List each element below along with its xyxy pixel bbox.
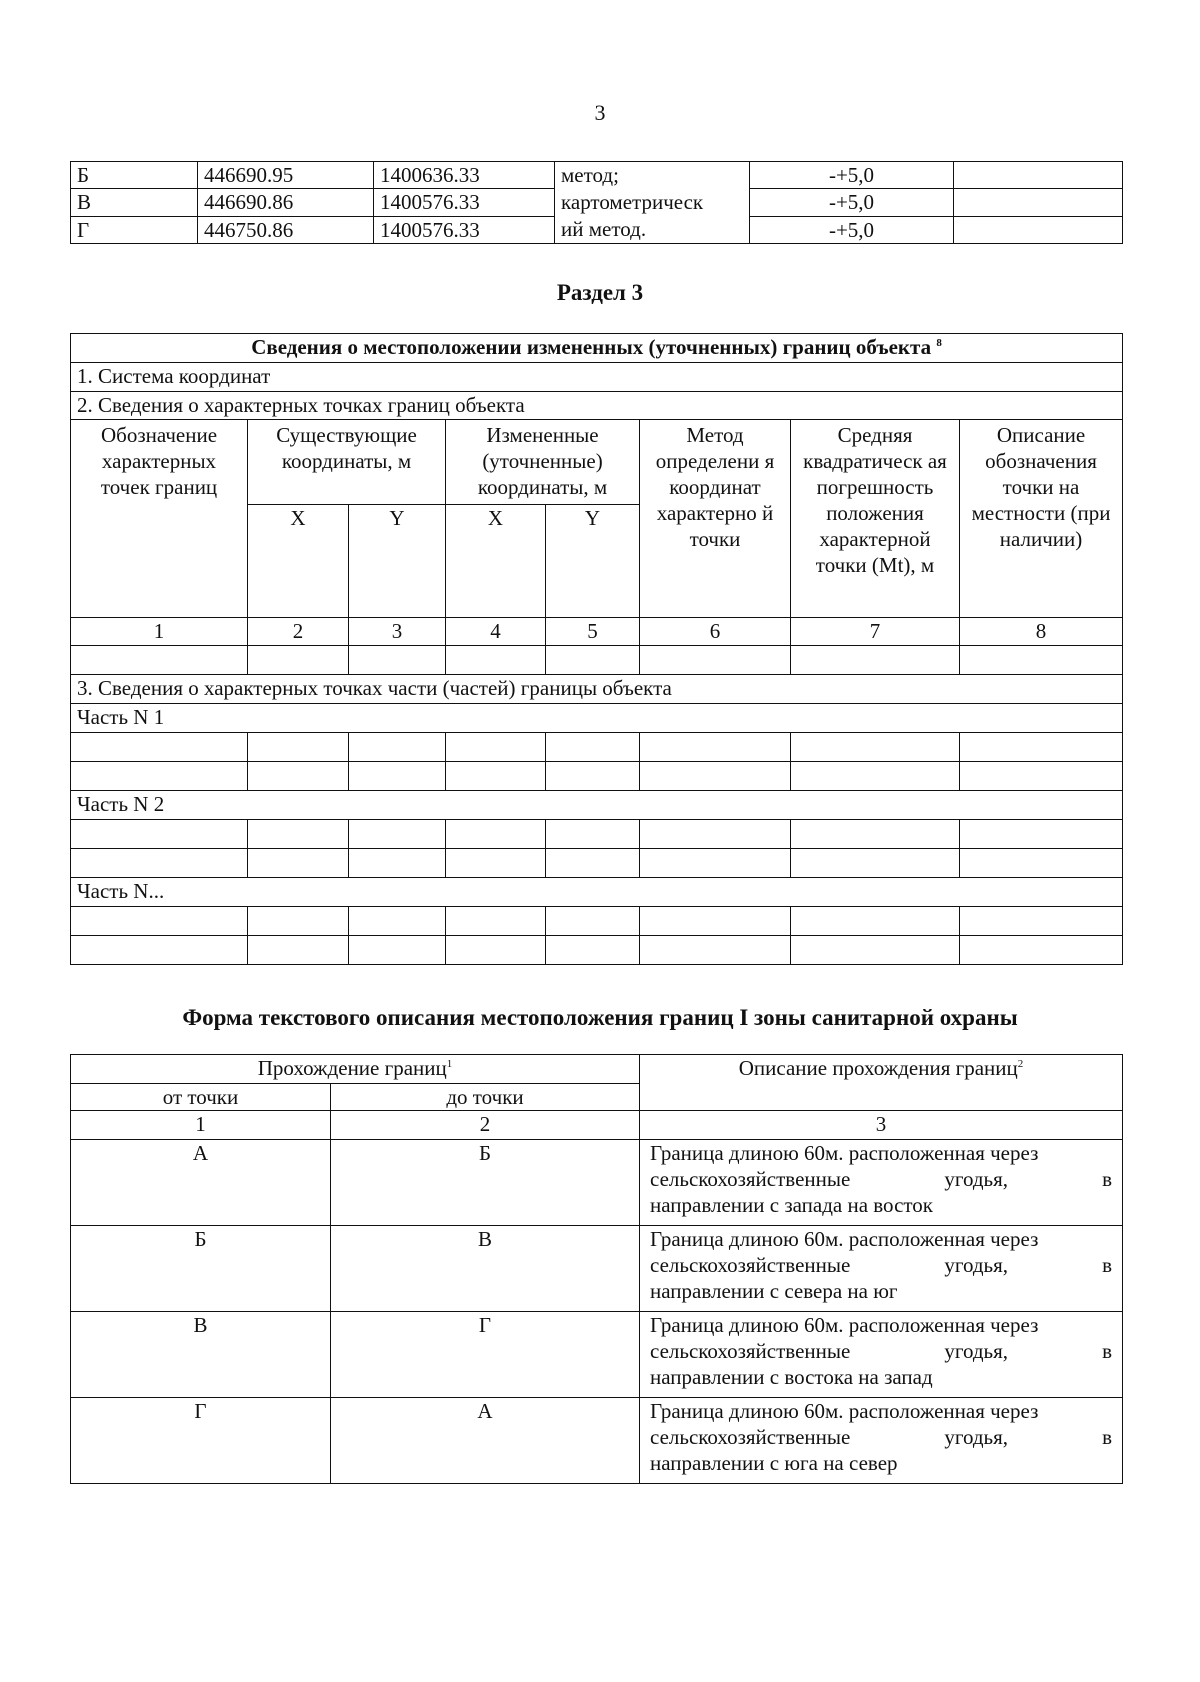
col-number: 1: [71, 1111, 331, 1140]
from-point: Г: [71, 1398, 331, 1484]
to-point: Б: [331, 1140, 640, 1226]
footnote-marker: 8: [936, 337, 942, 349]
table-cell-accuracy: -+5,0: [750, 216, 954, 243]
description-word: сельскохозяйственные: [650, 1167, 851, 1191]
description-line: [650, 1424, 1112, 1450]
table-row: [71, 907, 1123, 936]
description-line: Граница длиною 60м. расположенная через: [650, 1227, 1039, 1251]
header-y: Y: [349, 505, 446, 618]
col-number: 5: [546, 618, 640, 646]
description-word: в: [1102, 1339, 1112, 1363]
description-word: в: [1102, 1253, 1112, 1277]
header-designation: Обозначение характерных точек границ: [71, 420, 248, 618]
col-number: 7: [791, 618, 960, 646]
table-cell-y: 1400576.33: [374, 189, 555, 216]
to-point: А: [331, 1398, 640, 1484]
header-description: Описание обозначения точки на местности (при наличии): [960, 420, 1123, 618]
table-row: [71, 646, 1123, 675]
from-point: Б: [71, 1226, 331, 1312]
description-word: угодья,: [944, 1425, 1009, 1449]
footnote-marker: 1: [446, 1058, 453, 1070]
page-number: 3: [594, 100, 606, 125]
description-line: [650, 1166, 1112, 1192]
header-description-text: Описание прохождения границ: [738, 1056, 1018, 1080]
description-word: сельскохозяйственные: [650, 1339, 851, 1363]
table-title: [71, 334, 1123, 363]
col-number: 6: [640, 618, 791, 646]
description-word: угодья,: [944, 1253, 1009, 1277]
header-passage: [71, 1055, 640, 1084]
boundary-description: [640, 1312, 1123, 1398]
table-cell-accuracy: -+5,0: [750, 189, 954, 216]
col-number: 3: [640, 1111, 1123, 1140]
description-word: в: [1102, 1425, 1112, 1449]
table-row: [71, 849, 1123, 878]
table-cell-point: Г: [71, 216, 198, 243]
table-cell-method: [555, 162, 750, 244]
header-changed: Измененные (уточненные) координаты, м: [446, 420, 640, 505]
table-row: [71, 820, 1123, 849]
boundary-description: [640, 1226, 1123, 1312]
form-title: Форма текстового описания местоположения границ I зоны санитарной охраны: [182, 1005, 1018, 1030]
header-existing: Существующие координаты, м: [248, 420, 446, 505]
header-error: Средняя квадратическ ая погрешность положения характерной точки (Mt), м: [791, 420, 960, 618]
table-cell-empty: [954, 216, 1123, 243]
header-x: X: [248, 505, 349, 618]
table-cell-x: 446750.86: [198, 216, 374, 243]
description-line: [650, 1252, 1112, 1278]
table-cell-empty: [954, 189, 1123, 216]
description-word: угодья,: [944, 1339, 1009, 1363]
col-number: 3: [349, 618, 446, 646]
header-y: Y: [546, 505, 640, 618]
header-passage-text: Прохождение границ: [257, 1056, 447, 1080]
col-number: 1: [71, 618, 248, 646]
form-table: [70, 1054, 1123, 1484]
description-word: угодья,: [944, 1167, 1009, 1191]
part-label: Часть N 1: [71, 704, 1123, 733]
description-line: Граница длиною 60м. расположенная через: [650, 1399, 1039, 1423]
section-heading: Раздел 3: [556, 280, 644, 305]
table-title-text: Сведения о местоположении измененных (уточненных) границ объекта: [251, 335, 932, 359]
table-row: [71, 1140, 1123, 1226]
method-line: метод;: [561, 163, 619, 187]
header-description: [640, 1055, 1123, 1111]
table-cell-accuracy: -+5,0: [750, 162, 954, 189]
table-row: [71, 733, 1123, 762]
table-cell-point: Б: [71, 162, 198, 189]
table-cell-x: 446690.95: [198, 162, 374, 189]
description-word: сельскохозяйственные: [650, 1425, 851, 1449]
boundary-description: [640, 1398, 1123, 1484]
col-number: 8: [960, 618, 1123, 646]
footnote-marker: 2: [1017, 1058, 1024, 1070]
description-word: в: [1102, 1167, 1112, 1191]
from-point: В: [71, 1312, 331, 1398]
col-number: 4: [446, 618, 546, 646]
to-point: Г: [331, 1312, 640, 1398]
table-cell-x: 446690.86: [198, 189, 374, 216]
header-to: до точки: [331, 1084, 640, 1111]
description-line: направлении с юга на север: [650, 1451, 898, 1475]
from-point: А: [71, 1140, 331, 1226]
table-row: [71, 936, 1123, 965]
col-number: 2: [331, 1111, 640, 1140]
table-row: [71, 1398, 1123, 1484]
table-cell-empty: [954, 162, 1123, 189]
description-line: направлении с запада на восток: [650, 1193, 933, 1217]
header-from: от точки: [71, 1084, 331, 1111]
part-label: Часть N...: [71, 878, 1123, 907]
col-number: 2: [248, 618, 349, 646]
table-row: [71, 762, 1123, 791]
description-line: [650, 1338, 1112, 1364]
method-line: ий метод.: [561, 217, 647, 241]
top-coordinates-table: [70, 161, 1123, 244]
description-word: сельскохозяйственные: [650, 1253, 851, 1277]
to-point: В: [331, 1226, 640, 1312]
coord-system-row: 1. Система координат: [71, 363, 1123, 392]
description-line: Граница длиною 60м. расположенная через: [650, 1313, 1039, 1337]
method-line: картометрическ: [561, 190, 704, 214]
part-label: Часть N 2: [71, 791, 1123, 820]
table-row: [71, 1226, 1123, 1312]
section3-table: [70, 333, 1123, 965]
table-cell-point: В: [71, 189, 198, 216]
header-method: Метод определени я координат характерно й точки: [640, 420, 791, 618]
parts-info-row: 3. Сведения о характерных точках части (частей) границы объекта: [71, 675, 1123, 704]
description-line: направлении с севера на юг: [650, 1279, 898, 1303]
table-row: [71, 1312, 1123, 1398]
points-info-row: 2. Сведения о характерных точках границ объекта: [71, 392, 1123, 420]
description-line: направлении с востока на запад: [650, 1365, 933, 1389]
boundary-description: [640, 1140, 1123, 1226]
table-cell-y: 1400576.33: [374, 216, 555, 243]
header-x: X: [446, 505, 546, 618]
description-line: Граница длиною 60м. расположенная через: [650, 1141, 1039, 1165]
table-cell-y: 1400636.33: [374, 162, 555, 189]
